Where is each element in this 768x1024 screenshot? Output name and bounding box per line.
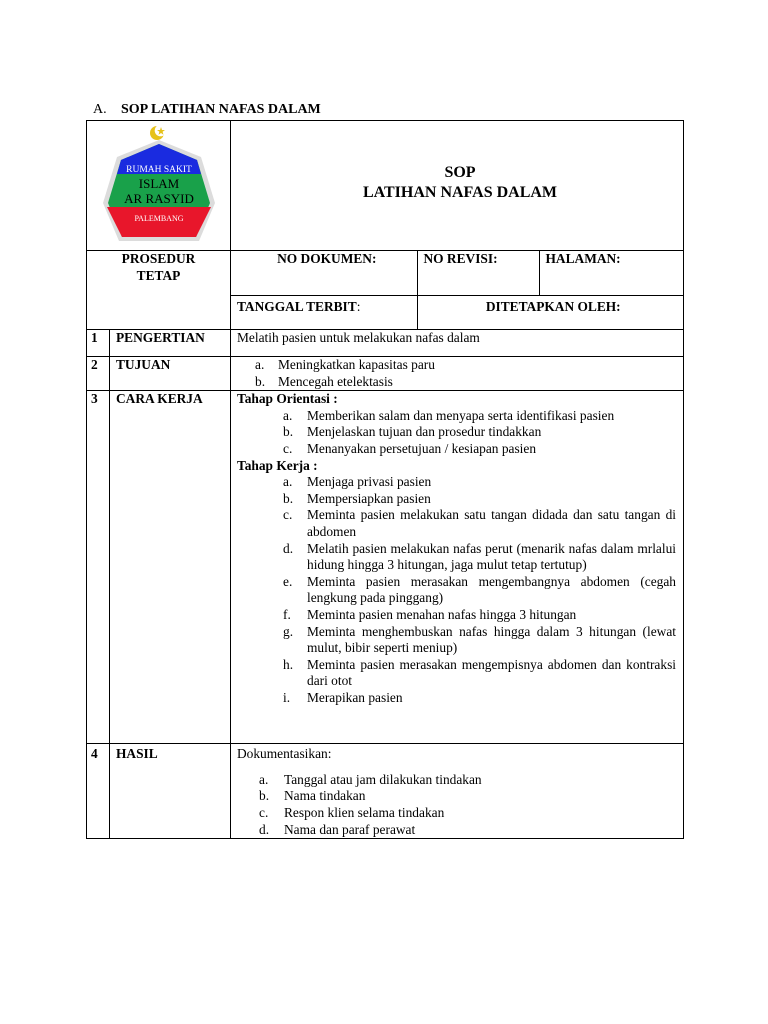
prosedur-line1: PROSEDUR: [121, 251, 196, 266]
cara-kerja-cell: [231, 391, 684, 744]
list-item: b. Mencegah etelektasis: [255, 373, 393, 389]
kerja-list: [237, 474, 676, 706]
row-number: 3: [87, 391, 110, 744]
row-number: 1: [87, 330, 110, 357]
no-revisi-label: NO REVISI:: [417, 251, 539, 295]
tujuan-cell: [231, 357, 684, 391]
orientasi-title: Tahap Orientasi :: [237, 391, 338, 407]
tujuan-list: [237, 357, 683, 390]
list-item: b. Mempersiapkan pasien: [283, 490, 431, 506]
list-item: e. Meminta pasien merasakan mengembangnya abdomen (cegah lengkung pada pinggang): [283, 573, 676, 606]
ditetapkan-oleh-label: DITETAPKAN OLEH:: [417, 295, 683, 329]
row-tujuan: [87, 357, 684, 391]
sop-title-line2: LATIHAN NAFAS DALAM: [362, 184, 558, 201]
header-row: [87, 121, 684, 251]
logo-text-1: RUMAH SAKIT: [126, 165, 192, 175]
kerja-title: Tahap Kerja :: [237, 457, 318, 473]
pengertian-text: Melatih pasien untuk melakukan nafas dalam: [231, 330, 684, 357]
list-item: c. Meminta pasien melakukan satu tangan didada dan satu tangan di abdomen: [283, 507, 676, 539]
logo-text-2: ISLAM: [138, 176, 180, 191]
list-item: c. Respon klien selama tindakan: [259, 804, 445, 820]
row-number: 4: [87, 744, 110, 839]
hospital-logo: [87, 121, 231, 249]
list-item: a. Meningkatkan kapasitas paru: [255, 357, 435, 372]
row-label: CARA KERJA: [110, 391, 231, 744]
list-item: d. Melatih pasien melakukan nafas perut (menarik nafas dalam mrlalui hidung hingga 3 hitungan, jaga mulut tetap tertutup): [283, 540, 676, 573]
tanggal-terbit-cell: [231, 295, 417, 329]
sop-title-cell: [231, 121, 684, 251]
row-label: HASIL: [110, 744, 231, 839]
sop-title-line1: SOP: [444, 164, 476, 181]
orientasi-list: [237, 408, 676, 458]
list-item: f. Meminta pasien menahan nafas hingga 3 hitungan: [283, 606, 577, 622]
logo-text-3: AR RASYID: [124, 191, 194, 206]
sop-table: [86, 120, 684, 839]
row-pengertian: [87, 330, 684, 357]
row-cara-kerja: [87, 391, 684, 744]
list-item: i. Merapikan pasien: [283, 689, 403, 705]
tanggal-terbit-label: TANGGAL TERBIT: [237, 298, 357, 314]
tanggal-terbit-colon: :: [356, 298, 361, 314]
list-item: d. Nama dan paraf perawat: [259, 821, 416, 837]
hasil-intro: Dokumentasikan:: [237, 746, 332, 762]
list-item: h. Meminta pasien merasakan mengempisnya abdomen dan kontraksi dari otot: [283, 656, 676, 689]
list-item: g. Meminta menghembuskan nafas hingga dalam 3 hitungan (lewat mulut, bibir seperti meniup): [283, 623, 676, 656]
crescent-star-icon: [150, 125, 166, 140]
list-item: a. Menjaga privasi pasien: [283, 474, 432, 490]
logo-text-4: PALEMBANG: [134, 214, 184, 223]
no-dokumen-label: NO DOKUMEN:: [277, 251, 377, 266]
list-item: c. Menanyakan persetujuan / kesiapan pasien: [283, 440, 537, 456]
section-heading: [93, 102, 321, 119]
hasil-list: [237, 772, 683, 838]
hasil-cell: [231, 744, 684, 839]
meta-row: [87, 251, 684, 330]
meta-table: [231, 251, 683, 329]
prosedur-cell: [87, 251, 231, 330]
list-item: b. Nama tindakan: [259, 788, 366, 804]
list-item: b. Menjelaskan tujuan dan prosedur tindakkan: [283, 424, 542, 440]
row-label: PENGERTIAN: [110, 330, 231, 357]
section-letter: A.: [93, 102, 107, 117]
row-hasil: [87, 744, 684, 839]
row-label: TUJUAN: [110, 357, 231, 391]
prosedur-line2: TETAP: [136, 267, 181, 283]
row-number: 2: [87, 357, 110, 391]
halaman-label: HALAMAN:: [539, 251, 683, 295]
logo-cell: [87, 121, 231, 251]
meta-cell: [231, 251, 684, 330]
list-item: a. Memberikan salam dan menyapa serta identifikasi pasien: [283, 407, 615, 423]
list-item: a. Tanggal atau jam dilakukan tindakan: [259, 771, 482, 787]
section-title: SOP LATIHAN NAFAS DALAM: [121, 102, 321, 117]
